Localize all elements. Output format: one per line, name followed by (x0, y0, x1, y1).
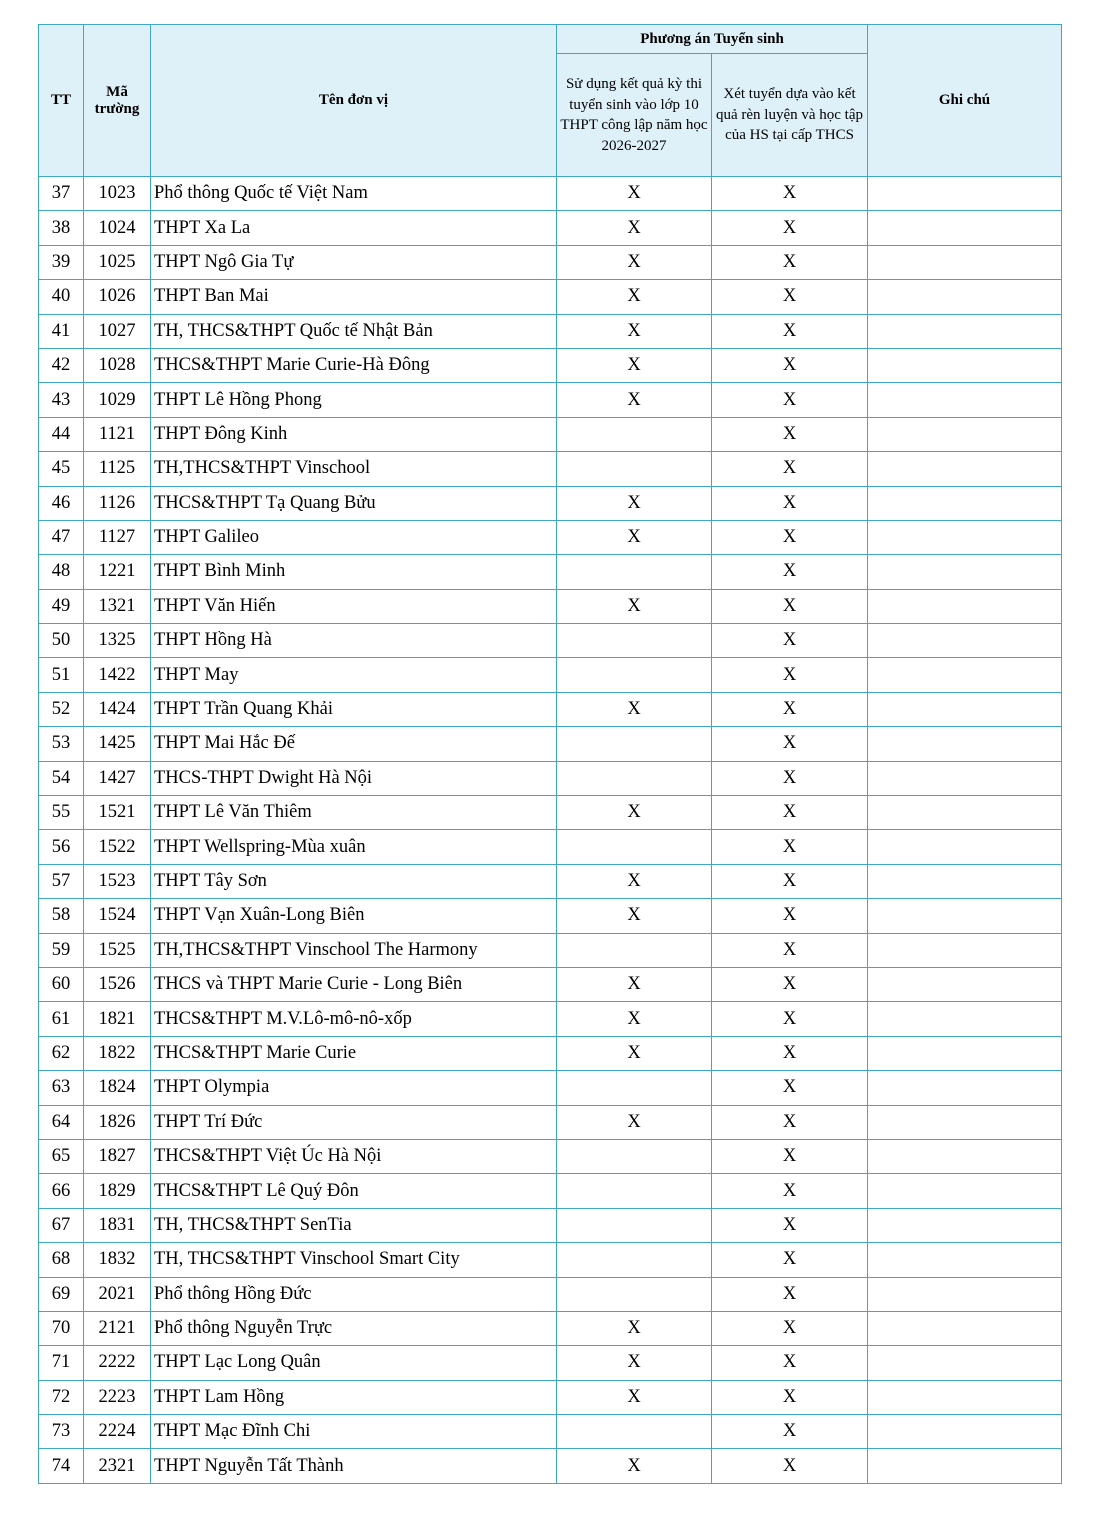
cell-phuong-an-1 (557, 1071, 712, 1105)
cell-phuong-an-1 (557, 1243, 712, 1277)
table-row (39, 245, 1062, 279)
cell-ten-don-vi: THPT Văn Hiến (151, 589, 557, 623)
cell-ten-don-vi: THPT Lam Hồng (151, 1380, 557, 1414)
cell-phuong-an-2: X (712, 933, 868, 967)
cell-ten-don-vi: THPT Nguyễn Tất Thành (151, 1449, 557, 1483)
cell-ma-truong: 1321 (84, 589, 151, 623)
cell-phuong-an-2: X (712, 1036, 868, 1070)
cell-phuong-an-2: X (712, 967, 868, 1001)
table-row (39, 486, 1062, 520)
cell-ghi-chu (868, 624, 1062, 658)
table-row (39, 1208, 1062, 1242)
cell-phuong-an-1: X (557, 383, 712, 417)
cell-phuong-an-1 (557, 933, 712, 967)
cell-phuong-an-1 (557, 1174, 712, 1208)
cell-ma-truong: 2223 (84, 1380, 151, 1414)
cell-phuong-an-2: X (712, 1174, 868, 1208)
cell-phuong-an-2: X (712, 555, 868, 589)
table-row (39, 1415, 1062, 1449)
cell-phuong-an-1: X (557, 967, 712, 1001)
cell-ma-truong: 2021 (84, 1277, 151, 1311)
cell-tt: 65 (39, 1139, 84, 1173)
cell-ma-truong: 1821 (84, 1002, 151, 1036)
cell-phuong-an-1: X (557, 692, 712, 726)
table-row (39, 452, 1062, 486)
cell-phuong-an-2: X (712, 692, 868, 726)
cell-ghi-chu (868, 555, 1062, 589)
cell-tt: 52 (39, 692, 84, 726)
cell-phuong-an-1: X (557, 1346, 712, 1380)
cell-ten-don-vi: THPT Đông Kinh (151, 417, 557, 451)
cell-ten-don-vi: THPT Bình Minh (151, 555, 557, 589)
cell-ma-truong: 1221 (84, 555, 151, 589)
header-tt: TT (39, 25, 84, 177)
table-row (39, 864, 1062, 898)
cell-tt: 38 (39, 211, 84, 245)
cell-phuong-an-1 (557, 452, 712, 486)
table-row (39, 933, 1062, 967)
cell-ghi-chu (868, 486, 1062, 520)
cell-ma-truong: 1826 (84, 1105, 151, 1139)
cell-tt: 66 (39, 1174, 84, 1208)
cell-tt: 41 (39, 314, 84, 348)
cell-ghi-chu (868, 1139, 1062, 1173)
cell-ghi-chu (868, 589, 1062, 623)
cell-tt: 51 (39, 658, 84, 692)
cell-ma-truong: 1522 (84, 830, 151, 864)
cell-ghi-chu (868, 1346, 1062, 1380)
cell-phuong-an-2: X (712, 177, 868, 211)
cell-tt: 56 (39, 830, 84, 864)
cell-phuong-an-2: X (712, 1002, 868, 1036)
cell-ma-truong: 1827 (84, 1139, 151, 1173)
cell-phuong-an-2: X (712, 245, 868, 279)
cell-ghi-chu (868, 727, 1062, 761)
cell-phuong-an-2: X (712, 899, 868, 933)
cell-ghi-chu (868, 1208, 1062, 1242)
cell-phuong-an-2: X (712, 1449, 868, 1483)
cell-tt: 43 (39, 383, 84, 417)
cell-ten-don-vi: THCS và THPT Marie Curie - Long Biên (151, 967, 557, 1001)
cell-tt: 68 (39, 1243, 84, 1277)
cell-ten-don-vi: THPT Xa La (151, 211, 557, 245)
cell-tt: 53 (39, 727, 84, 761)
cell-ten-don-vi: THPT May (151, 658, 557, 692)
cell-ten-don-vi: THCS-THPT Dwight Hà Nội (151, 761, 557, 795)
cell-ten-don-vi: THCS&THPT Lê Quý Đôn (151, 1174, 557, 1208)
table-row (39, 417, 1062, 451)
cell-tt: 55 (39, 796, 84, 830)
cell-ghi-chu (868, 899, 1062, 933)
admission-table-page (38, 24, 1061, 1484)
cell-ten-don-vi: THPT Olympia (151, 1071, 557, 1105)
cell-ma-truong: 1824 (84, 1071, 151, 1105)
cell-phuong-an-2: X (712, 1311, 868, 1345)
cell-phuong-an-2: X (712, 520, 868, 554)
cell-tt: 74 (39, 1449, 84, 1483)
cell-tt: 48 (39, 555, 84, 589)
cell-ma-truong: 1028 (84, 348, 151, 382)
cell-tt: 67 (39, 1208, 84, 1242)
cell-phuong-an-2: X (712, 1208, 868, 1242)
cell-phuong-an-1 (557, 624, 712, 658)
cell-phuong-an-2: X (712, 761, 868, 795)
cell-ghi-chu (868, 864, 1062, 898)
cell-ten-don-vi: THPT Lạc Long Quân (151, 1346, 557, 1380)
cell-tt: 72 (39, 1380, 84, 1414)
table-row (39, 520, 1062, 554)
cell-phuong-an-1: X (557, 177, 712, 211)
cell-ten-don-vi: THCS&THPT Việt Úc Hà Nội (151, 1139, 557, 1173)
cell-ten-don-vi: TH,THCS&THPT Vinschool The Harmony (151, 933, 557, 967)
table-row (39, 1139, 1062, 1173)
cell-tt: 57 (39, 864, 84, 898)
table-row (39, 796, 1062, 830)
cell-ten-don-vi: TH, THCS&THPT SenTia (151, 1208, 557, 1242)
cell-tt: 59 (39, 933, 84, 967)
table-row (39, 314, 1062, 348)
cell-ma-truong: 1424 (84, 692, 151, 726)
table-row (39, 692, 1062, 726)
table-row (39, 1105, 1062, 1139)
table-row (39, 1174, 1062, 1208)
cell-phuong-an-2: X (712, 830, 868, 864)
table-body (39, 177, 1062, 1484)
cell-ma-truong: 1027 (84, 314, 151, 348)
cell-ghi-chu (868, 280, 1062, 314)
cell-phuong-an-1 (557, 417, 712, 451)
cell-ghi-chu (868, 658, 1062, 692)
cell-phuong-an-1 (557, 727, 712, 761)
table-row (39, 280, 1062, 314)
admission-table (38, 24, 1062, 1484)
cell-tt: 47 (39, 520, 84, 554)
cell-ma-truong: 1832 (84, 1243, 151, 1277)
cell-phuong-an-1: X (557, 589, 712, 623)
cell-ghi-chu (868, 1105, 1062, 1139)
cell-tt: 39 (39, 245, 84, 279)
cell-phuong-an-1 (557, 1208, 712, 1242)
cell-tt: 62 (39, 1036, 84, 1070)
cell-ten-don-vi: TH, THCS&THPT Quốc tế Nhật Bản (151, 314, 557, 348)
cell-ghi-chu (868, 761, 1062, 795)
cell-phuong-an-2: X (712, 486, 868, 520)
cell-phuong-an-1 (557, 830, 712, 864)
cell-phuong-an-2: X (712, 624, 868, 658)
cell-ghi-chu (868, 417, 1062, 451)
cell-ten-don-vi: THPT Ban Mai (151, 280, 557, 314)
cell-phuong-an-1: X (557, 348, 712, 382)
table-row (39, 830, 1062, 864)
cell-ten-don-vi: THPT Mai Hắc Đế (151, 727, 557, 761)
cell-tt: 58 (39, 899, 84, 933)
cell-phuong-an-1: X (557, 280, 712, 314)
cell-tt: 45 (39, 452, 84, 486)
cell-ten-don-vi: Phổ thông Nguyễn Trực (151, 1311, 557, 1345)
table-row (39, 1346, 1062, 1380)
cell-phuong-an-1: X (557, 1036, 712, 1070)
cell-phuong-an-2: X (712, 658, 868, 692)
cell-ma-truong: 1121 (84, 417, 151, 451)
cell-ghi-chu (868, 1036, 1062, 1070)
cell-ten-don-vi: THPT Trí Đức (151, 1105, 557, 1139)
table-row (39, 1002, 1062, 1036)
cell-ghi-chu (868, 211, 1062, 245)
cell-ghi-chu (868, 177, 1062, 211)
table-row (39, 1243, 1062, 1277)
cell-phuong-an-2: X (712, 348, 868, 382)
cell-ghi-chu (868, 830, 1062, 864)
cell-phuong-an-2: X (712, 796, 868, 830)
table-row (39, 1036, 1062, 1070)
cell-ten-don-vi: THPT Hồng Hà (151, 624, 557, 658)
cell-phuong-an-2: X (712, 452, 868, 486)
cell-tt: 69 (39, 1277, 84, 1311)
table-row (39, 1071, 1062, 1105)
cell-phuong-an-2: X (712, 211, 868, 245)
cell-ten-don-vi: THPT Trần Quang Khải (151, 692, 557, 726)
cell-ten-don-vi: THPT Wellspring-Mùa xuân (151, 830, 557, 864)
cell-tt: 54 (39, 761, 84, 795)
cell-ma-truong: 1525 (84, 933, 151, 967)
header-phuong-an-2: Xét tuyển dựa vào kết quả rèn luyện và học tập của HS tại cấp THCS (712, 54, 868, 177)
cell-ghi-chu (868, 692, 1062, 726)
cell-tt: 40 (39, 280, 84, 314)
cell-phuong-an-1: X (557, 899, 712, 933)
cell-ten-don-vi: THPT Tây Sơn (151, 864, 557, 898)
cell-phuong-an-2: X (712, 1139, 868, 1173)
cell-phuong-an-1: X (557, 314, 712, 348)
cell-phuong-an-2: X (712, 864, 868, 898)
cell-phuong-an-1: X (557, 1002, 712, 1036)
cell-ghi-chu (868, 967, 1062, 1001)
table-row (39, 1449, 1062, 1483)
cell-phuong-an-2: X (712, 1277, 868, 1311)
cell-ten-don-vi: TH, THCS&THPT Vinschool Smart City (151, 1243, 557, 1277)
cell-phuong-an-2: X (712, 1071, 868, 1105)
cell-ma-truong: 2321 (84, 1449, 151, 1483)
table-row (39, 555, 1062, 589)
cell-ghi-chu (868, 314, 1062, 348)
cell-tt: 42 (39, 348, 84, 382)
cell-tt: 61 (39, 1002, 84, 1036)
header-ma-truong: Mã trường (84, 25, 151, 177)
cell-phuong-an-2: X (712, 280, 868, 314)
cell-ghi-chu (868, 933, 1062, 967)
cell-ten-don-vi: THCS&THPT Marie Curie-Hà Đông (151, 348, 557, 382)
cell-ten-don-vi: TH,THCS&THPT Vinschool (151, 452, 557, 486)
cell-phuong-an-2: X (712, 417, 868, 451)
cell-phuong-an-1: X (557, 211, 712, 245)
cell-ma-truong: 1521 (84, 796, 151, 830)
table-row (39, 1380, 1062, 1414)
cell-phuong-an-1: X (557, 1105, 712, 1139)
table-row (39, 624, 1062, 658)
cell-phuong-an-1: X (557, 1311, 712, 1345)
cell-ma-truong: 1425 (84, 727, 151, 761)
cell-ghi-chu (868, 1311, 1062, 1345)
cell-ten-don-vi: THPT Galileo (151, 520, 557, 554)
cell-ten-don-vi: THPT Ngô Gia Tự (151, 245, 557, 279)
cell-phuong-an-1: X (557, 245, 712, 279)
table-row (39, 727, 1062, 761)
cell-phuong-an-1 (557, 1415, 712, 1449)
cell-ten-don-vi: THPT Vạn Xuân-Long Biên (151, 899, 557, 933)
header-ghi-chu: Ghi chú (868, 25, 1062, 177)
cell-phuong-an-2: X (712, 1415, 868, 1449)
cell-ten-don-vi: THPT Lê Hồng Phong (151, 383, 557, 417)
cell-ten-don-vi: Phổ thông Quốc tế Việt Nam (151, 177, 557, 211)
cell-phuong-an-1 (557, 761, 712, 795)
table-header (39, 25, 1062, 177)
cell-ma-truong: 1422 (84, 658, 151, 692)
table-row (39, 658, 1062, 692)
cell-ten-don-vi: THCS&THPT Tạ Quang Bửu (151, 486, 557, 520)
cell-ten-don-vi: THCS&THPT M.V.Lô-mô-nô-xốp (151, 1002, 557, 1036)
cell-tt: 70 (39, 1311, 84, 1345)
cell-phuong-an-1: X (557, 486, 712, 520)
cell-ghi-chu (868, 245, 1062, 279)
table-row (39, 211, 1062, 245)
cell-ten-don-vi: THPT Mạc Đĩnh Chi (151, 1415, 557, 1449)
cell-phuong-an-2: X (712, 1346, 868, 1380)
cell-ma-truong: 1025 (84, 245, 151, 279)
cell-tt: 60 (39, 967, 84, 1001)
cell-ma-truong: 1029 (84, 383, 151, 417)
cell-ghi-chu (868, 1277, 1062, 1311)
cell-ma-truong: 1427 (84, 761, 151, 795)
cell-tt: 71 (39, 1346, 84, 1380)
cell-tt: 64 (39, 1105, 84, 1139)
cell-ma-truong: 1325 (84, 624, 151, 658)
table-row (39, 589, 1062, 623)
cell-phuong-an-2: X (712, 1243, 868, 1277)
cell-ghi-chu (868, 1174, 1062, 1208)
cell-ten-don-vi: THPT Lê Văn Thiêm (151, 796, 557, 830)
table-row (39, 348, 1062, 382)
table-row (39, 761, 1062, 795)
cell-tt: 63 (39, 1071, 84, 1105)
cell-phuong-an-1: X (557, 1449, 712, 1483)
cell-ghi-chu (868, 1002, 1062, 1036)
cell-ma-truong: 1125 (84, 452, 151, 486)
header-ten-don-vi: Tên đơn vị (151, 25, 557, 177)
cell-ma-truong: 1023 (84, 177, 151, 211)
cell-tt: 46 (39, 486, 84, 520)
cell-ma-truong: 1524 (84, 899, 151, 933)
cell-ghi-chu (868, 1449, 1062, 1483)
cell-phuong-an-1 (557, 658, 712, 692)
table-row (39, 899, 1062, 933)
cell-ghi-chu (868, 796, 1062, 830)
table-row (39, 1277, 1062, 1311)
cell-ghi-chu (868, 1243, 1062, 1277)
cell-phuong-an-1: X (557, 864, 712, 898)
cell-phuong-an-2: X (712, 589, 868, 623)
cell-ghi-chu (868, 383, 1062, 417)
cell-tt: 73 (39, 1415, 84, 1449)
cell-ma-truong: 1829 (84, 1174, 151, 1208)
cell-ghi-chu (868, 452, 1062, 486)
header-phuong-an-1: Sử dụng kết quả kỳ thi tuyển sinh vào lớp 10 THPT công lập năm học 2026-2027 (557, 54, 712, 177)
cell-ma-truong: 1126 (84, 486, 151, 520)
header-phuong-an: Phương án Tuyển sinh (557, 25, 868, 54)
cell-ghi-chu (868, 1380, 1062, 1414)
cell-phuong-an-2: X (712, 314, 868, 348)
cell-ma-truong: 1831 (84, 1208, 151, 1242)
cell-ma-truong: 1127 (84, 520, 151, 554)
cell-ma-truong: 2121 (84, 1311, 151, 1345)
cell-ma-truong: 2222 (84, 1346, 151, 1380)
cell-tt: 49 (39, 589, 84, 623)
cell-ghi-chu (868, 520, 1062, 554)
table-row (39, 967, 1062, 1001)
cell-phuong-an-2: X (712, 1105, 868, 1139)
cell-tt: 44 (39, 417, 84, 451)
cell-tt: 37 (39, 177, 84, 211)
cell-ma-truong: 1523 (84, 864, 151, 898)
table-row (39, 1311, 1062, 1345)
cell-ten-don-vi: Phổ thông Hồng Đức (151, 1277, 557, 1311)
cell-ma-truong: 2224 (84, 1415, 151, 1449)
cell-phuong-an-1: X (557, 1380, 712, 1414)
cell-phuong-an-1 (557, 555, 712, 589)
cell-ma-truong: 1526 (84, 967, 151, 1001)
cell-ghi-chu (868, 348, 1062, 382)
cell-ma-truong: 1822 (84, 1036, 151, 1070)
cell-phuong-an-2: X (712, 383, 868, 417)
cell-ghi-chu (868, 1415, 1062, 1449)
cell-ghi-chu (868, 1071, 1062, 1105)
cell-ten-don-vi: THCS&THPT Marie Curie (151, 1036, 557, 1070)
cell-tt: 50 (39, 624, 84, 658)
cell-ma-truong: 1026 (84, 280, 151, 314)
cell-phuong-an-1 (557, 1139, 712, 1173)
cell-phuong-an-2: X (712, 1380, 868, 1414)
table-row (39, 177, 1062, 211)
cell-phuong-an-1: X (557, 796, 712, 830)
cell-phuong-an-1 (557, 1277, 712, 1311)
table-row (39, 383, 1062, 417)
cell-ma-truong: 1024 (84, 211, 151, 245)
cell-phuong-an-2: X (712, 727, 868, 761)
cell-phuong-an-1: X (557, 520, 712, 554)
